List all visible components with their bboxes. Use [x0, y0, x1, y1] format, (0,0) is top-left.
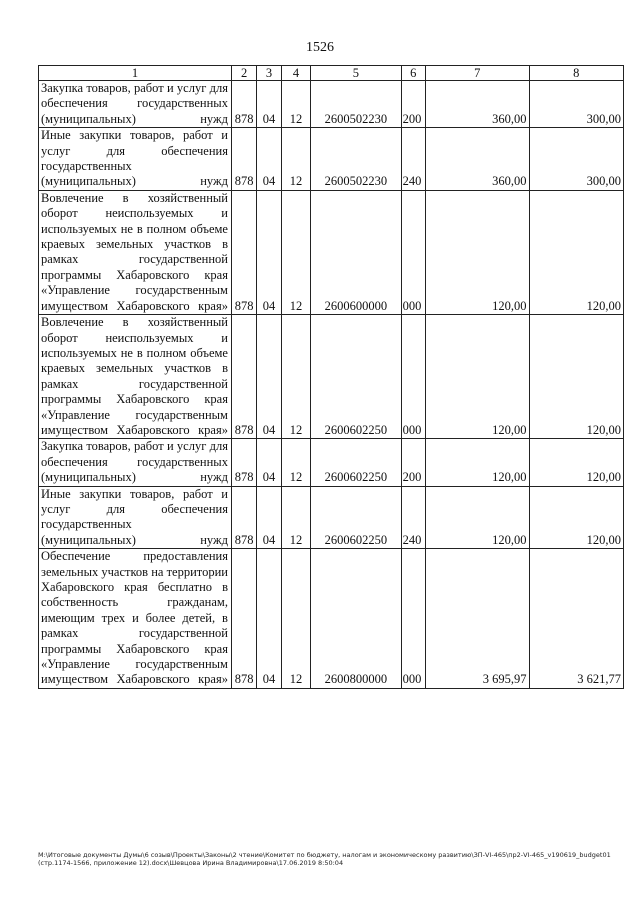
- cell-col-3: 04: [257, 315, 281, 439]
- col-header-4: 4: [281, 66, 310, 81]
- cell-col-4: 12: [281, 549, 310, 689]
- cell-col-2: 878: [231, 549, 256, 689]
- row-description: Закупка товаров, работ и услуг для обеспечения государственных (муниципальных) нужд: [39, 439, 232, 486]
- cell-col-6: 200: [401, 81, 425, 128]
- cell-col-2: 878: [231, 128, 256, 191]
- table-row: [39, 315, 624, 439]
- cell-col-7: 360,00: [425, 81, 529, 128]
- cell-col-3: 04: [257, 128, 281, 191]
- cell-col-6: 200: [401, 439, 425, 486]
- row-description: Вовлечение в хозяйственный оборот неиспользуемых и используемых не в полном объеме краевых земельных участков в рамках государственной программы Хабаровского края «Управление государственным имуществом Хабаровского края»: [39, 190, 232, 314]
- table-row: [39, 81, 624, 128]
- cell-col-6: 240: [401, 486, 425, 549]
- cell-col-3: 04: [257, 190, 281, 314]
- cell-col-6: 000: [401, 549, 425, 689]
- table-row: [39, 128, 624, 191]
- page-number: 1526: [306, 40, 334, 55]
- footer-path-line1: M:\Итоговые документы Думы\6 созыв\Проекты\Законы\2 чтение\Комитет по бюджету, налогам и экономическому развитию\ЗП-VI-465\пр2-VI-465_v190619_budget01: [38, 851, 611, 859]
- cell-col-8: 120,00: [529, 439, 623, 486]
- cell-col-2: 878: [231, 486, 256, 549]
- cell-col-4: 12: [281, 81, 310, 128]
- cell-col-5: 2600602250: [311, 315, 401, 439]
- cell-col-8: 120,00: [529, 486, 623, 549]
- document-footer: [38, 851, 624, 867]
- cell-col-5: 2600502230: [311, 128, 401, 191]
- cell-col-4: 12: [281, 486, 310, 549]
- cell-col-7: 120,00: [425, 486, 529, 549]
- cell-col-5: 2600800000: [311, 549, 401, 689]
- row-description: Вовлечение в хозяйственный оборот неиспользуемых и используемых не в полном объеме краевых земельных участков в рамках государственной программы Хабаровского края «Управление государственным имуществом Хабаровского края»: [39, 315, 232, 439]
- cell-col-7: 120,00: [425, 439, 529, 486]
- table-row: [39, 549, 624, 689]
- cell-col-2: 878: [231, 439, 256, 486]
- cell-col-7: 3 695,97: [425, 549, 529, 689]
- footer-path-line2: (стр.1174-1566, приложение 12).docx\Шевцова Ирина Владимировна\17.06.2019 8:50:04: [38, 859, 344, 867]
- col-header-8: 8: [529, 66, 623, 81]
- row-description: Закупка товаров, работ и услуг для обеспечения государственных (муниципальных) нужд: [39, 81, 232, 128]
- table-row: [39, 190, 624, 314]
- cell-col-5: 2600600000: [311, 190, 401, 314]
- cell-col-3: 04: [257, 486, 281, 549]
- cell-col-6: 000: [401, 190, 425, 314]
- cell-col-6: 240: [401, 128, 425, 191]
- cell-col-7: 120,00: [425, 190, 529, 314]
- col-header-1: 1: [39, 66, 232, 81]
- cell-col-4: 12: [281, 315, 310, 439]
- cell-col-4: 12: [281, 128, 310, 191]
- cell-col-4: 12: [281, 439, 310, 486]
- col-header-5: 5: [311, 66, 401, 81]
- header-row: [39, 66, 624, 81]
- cell-col-6: 000: [401, 315, 425, 439]
- cell-col-2: 878: [231, 190, 256, 314]
- cell-col-8: 300,00: [529, 128, 623, 191]
- cell-col-2: 878: [231, 315, 256, 439]
- cell-col-7: 120,00: [425, 315, 529, 439]
- col-header-6: 6: [401, 66, 425, 81]
- cell-col-8: 3 621,77: [529, 549, 623, 689]
- cell-col-4: 12: [281, 190, 310, 314]
- col-header-2: 2: [231, 66, 256, 81]
- cell-col-8: 300,00: [529, 81, 623, 128]
- cell-col-8: 120,00: [529, 190, 623, 314]
- col-header-7: 7: [425, 66, 529, 81]
- cell-col-7: 360,00: [425, 128, 529, 191]
- budget-table: [38, 65, 624, 689]
- cell-col-8: 120,00: [529, 315, 623, 439]
- cell-col-3: 04: [257, 549, 281, 689]
- row-description: Обеспечение предоставления земельных участков на территории Хабаровского края бесплатно в собственность гражданам, имеющим трех и более детей, в рамках государственной программы Хабаровского края «Управление государственным имуществом Хабаровского края»: [39, 549, 232, 689]
- table-row: [39, 439, 624, 486]
- col-header-3: 3: [257, 66, 281, 81]
- cell-col-3: 04: [257, 439, 281, 486]
- cell-col-5: 2600602250: [311, 486, 401, 549]
- cell-col-5: 2600602250: [311, 439, 401, 486]
- cell-col-3: 04: [257, 81, 281, 128]
- row-description: Иные закупки товаров, работ и услуг для обеспечения государственных (муниципальных) нужд: [39, 486, 232, 549]
- table-row: [39, 486, 624, 549]
- cell-col-2: 878: [231, 81, 256, 128]
- row-description: Иные закупки товаров, работ и услуг для обеспечения государственных (муниципальных) нужд: [39, 128, 232, 191]
- cell-col-5: 2600502230: [311, 81, 401, 128]
